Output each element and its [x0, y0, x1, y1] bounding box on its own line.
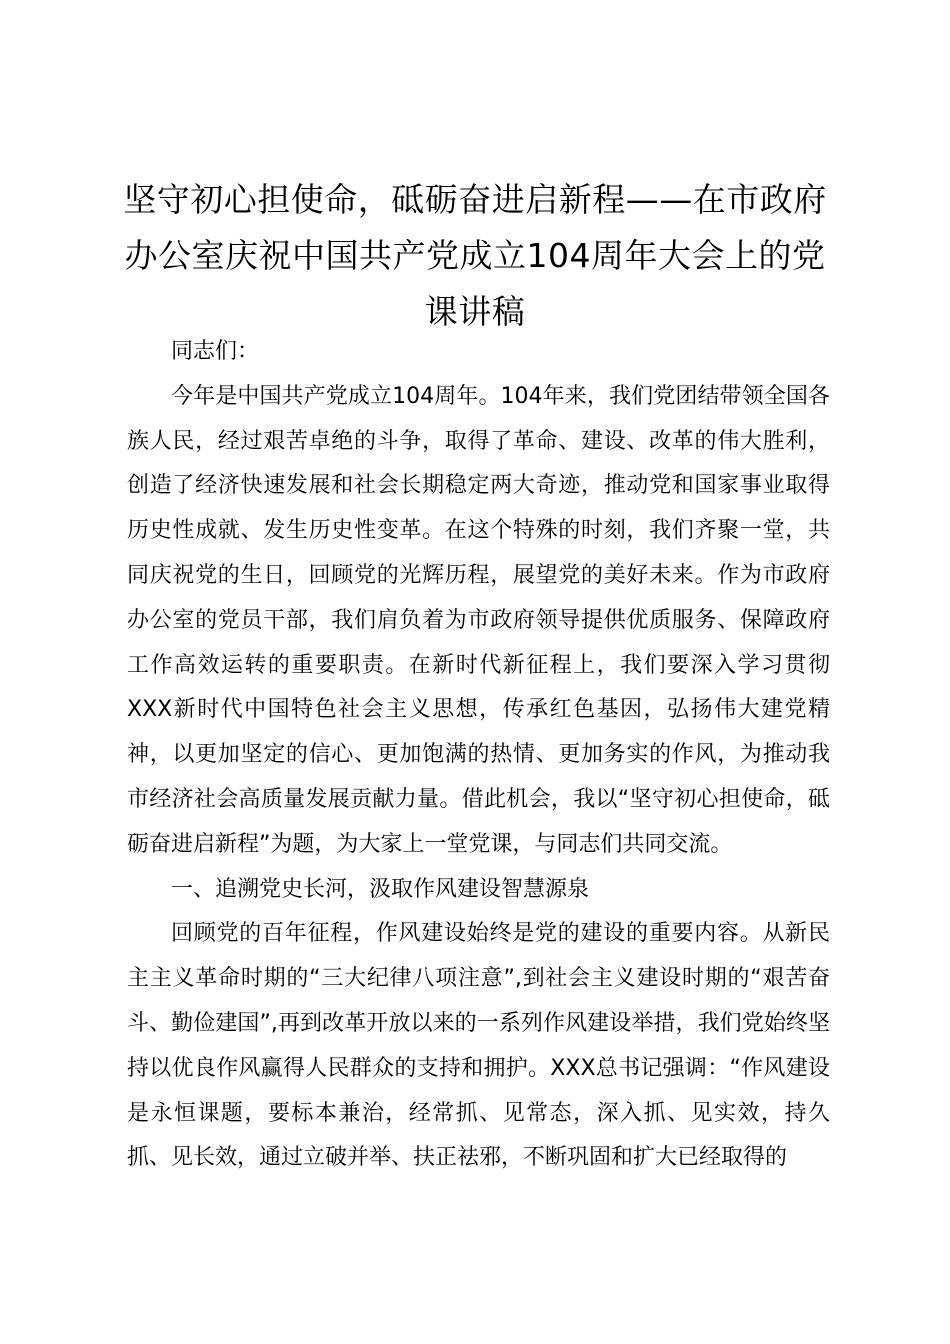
paragraph-intro: 今年是中国共产党成立104周年。104年来，我们党团结带领全国各族人民，经过艰苦卓绝的斗争，取得了革命、建设、改革的伟大胜利，创造了经济快速发展和社会长期稳定两大奇迹，推动党和国家事业取得历史性成就、发生历史性变革。在这个特殊的时刻，我们齐聚一堂，共同庆祝党的生日，回顾党的光辉历程，展望党的美好未来。作为市政府办公室的党员干部，我们肩负着为市政府领导提供优质服务、保障政府工作高效运转的重要职责。在新时代新征程上，我们要深入学习贯彻XXX新时代中国特色社会主义思想，传承红色基因，弘扬伟大建党精神，以更加坚定的信心、更加饱满的热情、更加务实的作风，为推动我市经济社会高质量发展贡献力量。借此机会，我以“坚守初心担使命，砥砺奋进启新程”为题，为大家上一堂党课，与同志们共同交流。 [127, 383, 831, 857]
salutation: 同志们： [171, 339, 260, 364]
document-title: 坚守初心担使命，砥砺奋进启新程——在市政府办公室庆祝中国共产党成立104周年大会上的党课讲稿 [123, 180, 827, 331]
paragraph-section-1: 回顾党的百年征程，作风建设始终是党的建设的重要内容。从新民主主义革命时期的“三大纪律八项注意”,到社会主义建设时期的“艰苦奋斗、勤俭建国”,再到改革开放以来的一系列作风建设举措，我们党始终坚持以优良作风赢得人民群众的支持和拥护。XXX总书记强调：“作风建设是永恒课题，要标本兼治，经常抓、见常态，深入抓、见实效，持久抓、见长效，通过立破并举、扶正祛邪，不断巩固和扩大已经取得的 [127, 921, 830, 1171]
section-heading-1: 一、追溯党史长河，汲取作风建设智慧源泉 [171, 876, 590, 902]
document-body [127, 330, 830, 1181]
